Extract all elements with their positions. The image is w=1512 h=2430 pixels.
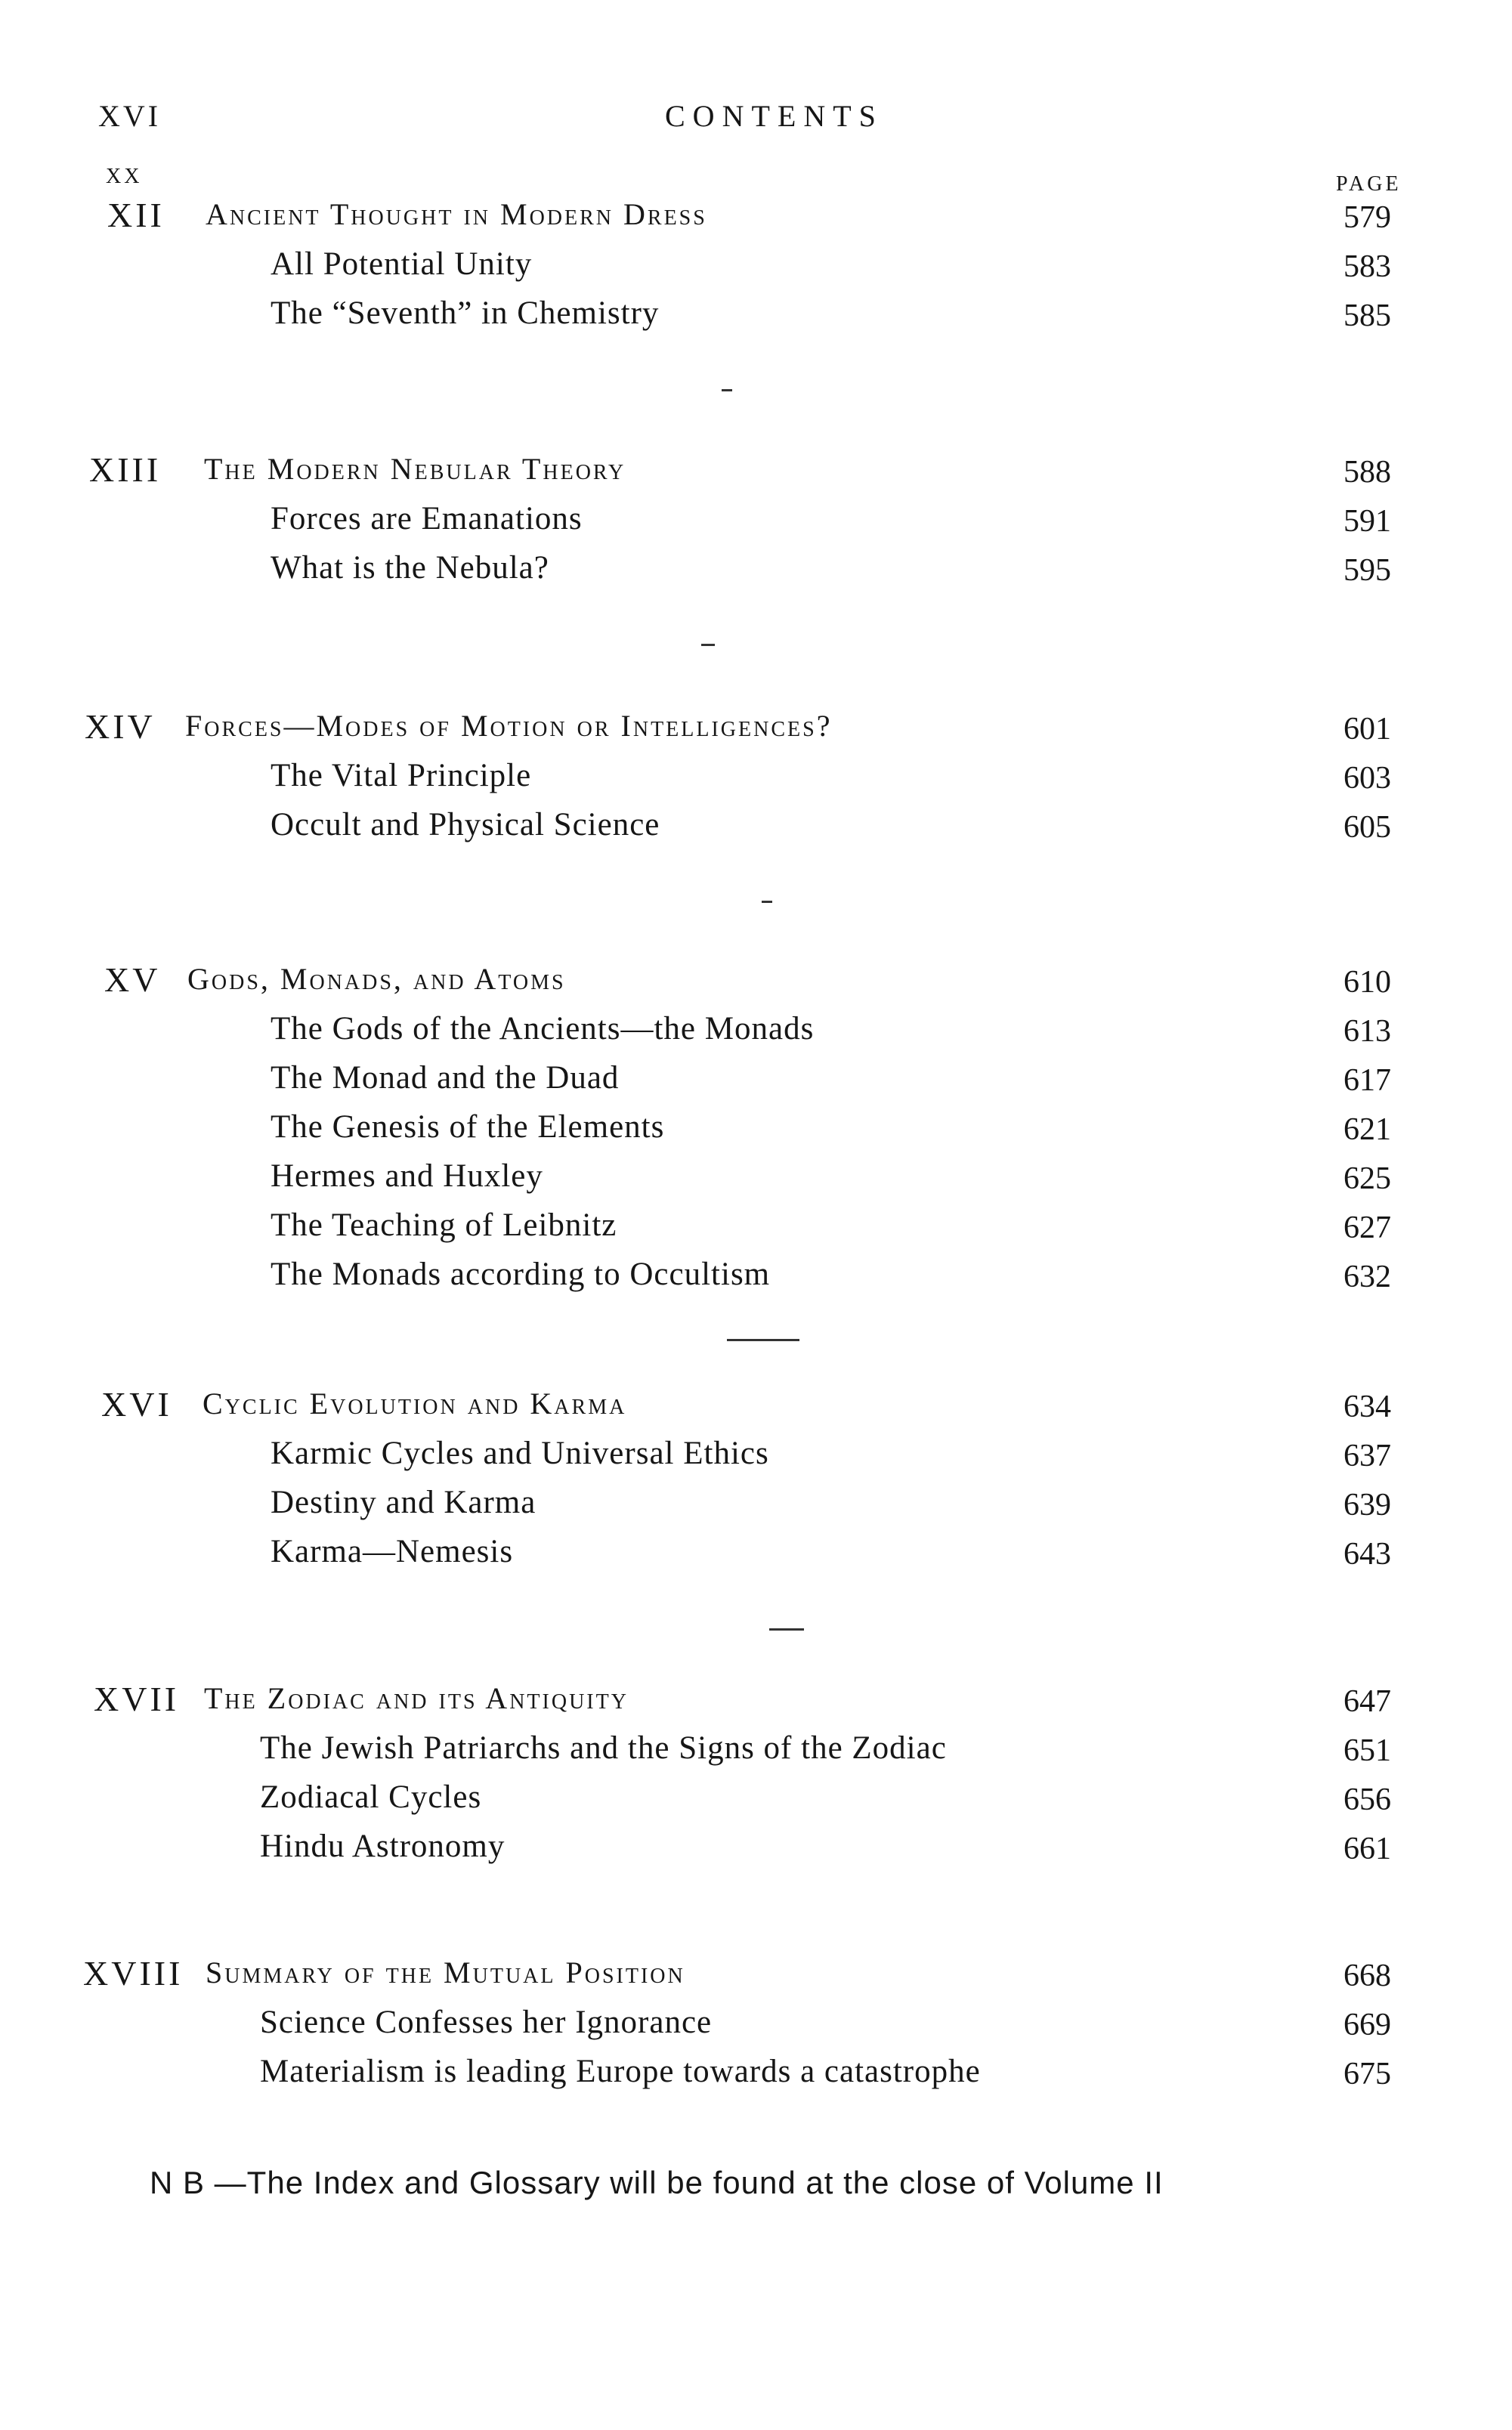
section-page: 656 [1343,1782,1391,1817]
section-page: 621 [1343,1112,1391,1147]
section-title: The Teaching of Leibnitz [271,1207,617,1243]
footnote-index-glossary: N B —The Index and Glossary will be found at the close of Volume II [150,2165,1164,2200]
section-entry [0,293,1512,342]
section-title: The “Seventh” in Chemistry [271,295,660,331]
section-title: Science Confesses her Ignorance [260,2005,713,2040]
section-page: 625 [1343,1161,1391,1196]
chapter-title: Summary of the Mutual Position [206,1955,685,1989]
chapter-heading [0,1953,1512,2002]
section-entry [0,805,1512,854]
chapter-number: XII [107,196,165,234]
chapter-number: XIII [89,450,162,489]
section-page: 627 [1343,1210,1391,1245]
section-title: Zodiacal Cycles [260,1779,482,1815]
section-title: Karmic Cycles and Universal Ethics [271,1436,769,1471]
chapter-xviii [0,1953,1512,2101]
section-title: Occult and Physical Science [271,807,660,842]
chapter-title: Ancient Thought in Modern Dress [206,197,707,231]
section-divider [769,1628,804,1631]
section-divider [701,644,715,646]
section-title: What is the Nebula? [271,550,549,586]
chapter-page: 601 [1343,712,1391,747]
chapter-number: XV [104,960,161,999]
chapter-xv [0,960,1512,1303]
section-title: The Monads according to Occultism [271,1257,771,1292]
chapter-heading [0,1679,1512,1728]
section-entry [0,1009,1512,1058]
section-entry [0,1777,1512,1826]
section-title: Hermes and Huxley [271,1158,543,1194]
section-title: The Monad and the Duad [271,1060,620,1096]
section-title: The Genesis of the Elements [271,1109,665,1145]
chapter-xiii [0,450,1512,597]
section-entry [0,1254,1512,1303]
section-page: 669 [1343,2008,1391,2042]
section-entry [0,1826,1512,1875]
section-title: Forces are Emanations [271,501,583,536]
chapter-number: XIV [85,707,156,746]
section-entry [0,1532,1512,1581]
chapter-xvii [0,1679,1512,1875]
chapter-page: 668 [1343,1959,1391,1993]
running-head-title: CONTENTS [665,99,883,133]
section-entry [0,2051,1512,2101]
section-page: 603 [1343,761,1391,796]
section-entry [0,756,1512,805]
section-entry [0,244,1512,293]
section-page: 583 [1343,249,1391,284]
chapter-xvi [0,1384,1512,1581]
chapter-xii [0,195,1512,342]
section-entry [0,1482,1512,1532]
section-title: The Jewish Patriarchs and the Signs of the Zodiac [260,1730,947,1766]
chapter-number: XVII [94,1680,180,1718]
section-entry [0,2002,1512,2051]
chapter-number: XVIII [83,1954,184,1993]
section-page: 661 [1343,1832,1391,1866]
chapter-page: 634 [1343,1390,1391,1424]
section-page: 613 [1343,1014,1391,1049]
section-title: The Gods of the Ancients—the Monads [271,1011,815,1047]
section-page: 639 [1343,1488,1391,1523]
section-page: 585 [1343,298,1391,333]
chapter-title: Forces—Modes of Motion or Intelligences? [185,709,833,743]
section-page: 675 [1343,2057,1391,2091]
section-title: Karma—Nemesis [271,1534,514,1569]
chapter-number: XVI [101,1385,172,1424]
chapter-page: 647 [1343,1684,1391,1719]
page-number-folio: XVI [98,99,162,133]
section-page: 632 [1343,1260,1391,1294]
section-entry [0,1728,1512,1777]
section-entry [0,1433,1512,1482]
section-entry [0,1058,1512,1107]
section-page: 605 [1343,810,1391,845]
chapter-title: The Zodiac and its Antiquity [204,1681,629,1715]
section-page: 651 [1343,1733,1391,1768]
chapter-page: 588 [1343,455,1391,490]
section-divider [762,901,772,903]
chapter-heading [0,450,1512,499]
section-title: The Vital Principle [271,758,532,793]
chapter-column-label: XX [106,165,143,188]
section-page: 643 [1343,1537,1391,1572]
chapter-xiv [0,706,1512,854]
section-title: Hindu Astronomy [260,1829,506,1864]
section-page: 591 [1343,504,1391,539]
page-column-label: PAGE [1336,172,1402,196]
section-title: Materialism is leading Europe towards a catastrophe [260,2054,981,2089]
section-title: All Potential Unity [271,246,533,282]
section-title: Destiny and Karma [271,1485,536,1520]
chapter-heading [0,960,1512,1009]
section-entry [0,1107,1512,1156]
section-entry [0,1205,1512,1254]
section-page: 617 [1343,1063,1391,1098]
chapter-heading [0,195,1512,244]
section-page: 595 [1343,553,1391,588]
section-entry [0,499,1512,548]
chapter-title: Gods, Monads, and Atoms [187,962,566,996]
running-head [0,98,1512,144]
chapter-title: The Modern Nebular Theory [204,452,626,486]
chapter-heading [0,706,1512,756]
section-divider [727,1339,799,1341]
chapter-page: 579 [1343,200,1391,235]
section-entry [0,548,1512,597]
section-divider [722,389,732,391]
chapter-title: Cyclic Evolution and Karma [203,1387,627,1421]
section-page: 637 [1343,1439,1391,1473]
chapter-page: 610 [1343,965,1391,1000]
chapter-heading [0,1384,1512,1433]
section-entry [0,1156,1512,1205]
